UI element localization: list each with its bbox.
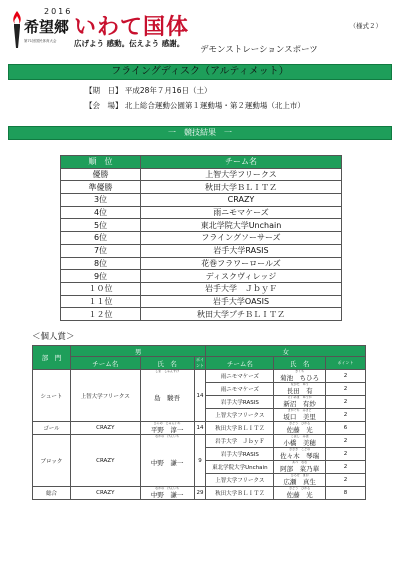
player-name: 長田 有	[286, 387, 313, 395]
venue-label: 【会 場】	[85, 101, 123, 110]
female-points-cell: 2	[326, 396, 366, 409]
section-title: 一 競技結果 一	[8, 126, 392, 140]
date-value: 平成28年７月16日（土）	[124, 86, 212, 95]
female-header: 女	[206, 346, 366, 357]
player-name: 佐々木 琴瑞	[280, 452, 320, 460]
category-goal: ゴール	[33, 422, 71, 435]
female-name-cell	[274, 422, 326, 435]
rank-header: 順 位	[61, 156, 141, 169]
table-row	[61, 206, 342, 219]
male-points-cell: 14	[194, 422, 206, 435]
results-header-row	[61, 156, 342, 169]
female-team-cell: 雨ニモマケーズ	[206, 370, 274, 383]
male-team-cell: CRAZY	[70, 435, 140, 487]
female-team-cell: 東北学院大学Unchain	[206, 461, 274, 474]
rank-cell: １０位	[61, 282, 141, 295]
table-row	[61, 270, 342, 283]
player-name: 広瀬 真生	[283, 478, 316, 486]
female-name-cell	[274, 474, 326, 487]
demo-sports-label: デモンストレーションスポーツ	[200, 45, 318, 55]
rank-cell: 9位	[61, 270, 141, 283]
rank-cell: １１位	[61, 295, 141, 308]
female-team-header: チーム名	[206, 357, 274, 370]
female-points-cell: 2	[326, 448, 366, 461]
table-row	[61, 295, 342, 308]
team-cell: 東北学院大学Unchain	[141, 219, 342, 232]
rank-cell: 7位	[61, 244, 141, 257]
name-ruby: しま しゅんすけ	[155, 369, 180, 373]
logo-subtitle: 第71回国民体育大会	[24, 39, 57, 43]
rank-cell: １２位	[61, 308, 141, 321]
female-name-cell	[274, 383, 326, 396]
name-ruby: にいぬま ゆうか	[287, 395, 312, 399]
table-row	[61, 232, 342, 245]
name-ruby: こばし みほ	[290, 434, 309, 438]
female-points-header: ポイント	[326, 357, 366, 370]
player-name: 中野 謙一	[150, 491, 184, 499]
female-points-cell: 6	[326, 422, 366, 435]
logo-kibou: 希望郷	[24, 18, 70, 36]
team-cell: 秋田大学プチＢＬＩＴＺ	[141, 308, 342, 321]
player-name: 阿部 菜乃華	[280, 465, 320, 473]
male-points-cell: 29	[194, 487, 206, 500]
rank-cell: 4位	[61, 206, 141, 219]
torch-icon	[10, 10, 24, 50]
male-points-header: ポイント	[195, 357, 204, 368]
table-row	[61, 194, 342, 207]
female-team-cell: 秋田大学ＢＬＩＴＺ	[206, 422, 274, 435]
player-name: 新沼 有紗	[283, 400, 316, 408]
name-ruby: ひらの じゅんいち	[153, 421, 181, 425]
table-row	[61, 219, 342, 232]
female-name-cell	[274, 409, 326, 422]
rank-cell: 3位	[61, 194, 141, 207]
player-name: 島 駿吾	[154, 393, 181, 402]
female-name-cell	[274, 448, 326, 461]
rank-cell: 5位	[61, 219, 141, 232]
name-ruby: さとう ひかる	[289, 486, 311, 490]
name-ruby: さとう ひかる	[289, 421, 311, 425]
male-points-cell: 14	[194, 370, 206, 422]
table-row	[61, 282, 342, 295]
table-row	[61, 168, 342, 181]
team-cell: ディスクヴィレッジ	[141, 270, 342, 283]
male-name-cell	[140, 435, 194, 487]
gender-header-row	[33, 346, 366, 357]
event-venue	[85, 100, 305, 111]
male-points-cell: 9	[194, 435, 206, 487]
name-ruby: なかの けんいち	[155, 486, 180, 490]
table-row	[61, 244, 342, 257]
female-points-cell: 2	[326, 474, 366, 487]
player-name: 坂口 美里	[283, 413, 316, 421]
female-points-cell: 2	[326, 409, 366, 422]
male-name-cell	[140, 370, 194, 422]
player-name: 佐藤 光	[286, 491, 313, 499]
player-name: 佐藤 光	[286, 426, 313, 434]
male-name-cell	[140, 422, 194, 435]
female-team-cell: 上智大学フリークス	[206, 474, 274, 487]
table-row	[33, 370, 366, 383]
name-ruby: ささき ことの	[289, 447, 311, 451]
table-row	[61, 308, 342, 321]
male-name-header: 氏 名	[140, 357, 194, 370]
player-name: 平野 淳一	[150, 426, 184, 434]
table-row	[61, 257, 342, 270]
female-points-cell: 2	[326, 461, 366, 474]
team-cell: 岩手大学RASIS	[141, 244, 342, 257]
female-points-cell: 2	[326, 435, 366, 448]
male-team-cell: CRAZY	[70, 487, 140, 500]
event-title: フライングディスク（アルティメット）	[8, 64, 392, 80]
logo-year: 2016	[44, 7, 73, 16]
venue-value: 北上総合運動公園第１運動場・第２運動場（北上市）	[124, 101, 305, 110]
male-team-cell: CRAZY	[70, 422, 140, 435]
female-points-cell: 8	[326, 487, 366, 500]
category-overall: 総合	[33, 487, 71, 500]
team-cell: 雨ニモマケーズ	[141, 206, 342, 219]
form-number: （様式２）	[349, 22, 382, 30]
column-header-row	[33, 357, 366, 370]
team-cell: フライングソーサーズ	[141, 232, 342, 245]
male-header: 男	[70, 346, 206, 357]
team-cell: 岩手大学OASIS	[141, 295, 342, 308]
category-block: ブロック	[33, 435, 71, 487]
team-cell: 秋田大学ＢＬＩＴＺ	[141, 181, 342, 194]
female-team-cell: 岩手大学RASIS	[206, 396, 274, 409]
individual-awards-table	[32, 345, 366, 500]
female-team-cell: 上智大学フリークス	[206, 409, 274, 422]
rank-cell: 8位	[61, 257, 141, 270]
name-ruby: ひろせ まお	[290, 473, 309, 477]
name-ruby: さかぐち みさと	[287, 408, 312, 412]
team-cell: 花巻フラワーロールズ	[141, 257, 342, 270]
male-name-cell	[140, 487, 194, 500]
name-ruby: あべ なな	[292, 460, 308, 464]
player-name: 中野 謙一	[150, 458, 184, 467]
female-name-cell	[274, 396, 326, 409]
rank-cell: 6位	[61, 232, 141, 245]
table-row	[33, 422, 366, 435]
date-label: 【期 日】	[85, 86, 123, 95]
female-name-cell	[274, 435, 326, 448]
player-name: 菊池 ちひろ	[280, 374, 320, 382]
category-shoot: シュート	[33, 370, 71, 422]
kokutai-logo	[10, 6, 200, 58]
table-row	[33, 487, 366, 500]
name-ruby: きくち	[295, 369, 305, 373]
event-date	[85, 85, 211, 96]
female-points-cell: 2	[326, 370, 366, 383]
team-cell: 上智大学フリークス	[141, 168, 342, 181]
player-name: 小橋 美穂	[283, 439, 316, 447]
name-ruby: なかの けんいち	[155, 434, 180, 438]
rank-cell: 準優勝	[61, 181, 141, 194]
results-table	[60, 155, 342, 321]
male-team-header: チーム名	[70, 357, 140, 370]
female-name-cell	[274, 461, 326, 474]
rank-cell: 優勝	[61, 168, 141, 181]
individual-awards-title: ＜個人賞＞	[32, 332, 75, 342]
logo-iwate-kokutai: いわて国体	[74, 15, 190, 40]
table-row	[61, 181, 342, 194]
female-team-cell: 秋田大学ＢＬＩＴＺ	[206, 487, 274, 500]
female-name-cell	[274, 370, 326, 383]
female-team-cell: 岩手大学RASIS	[206, 448, 274, 461]
team-cell: CRAZY	[141, 194, 342, 207]
category-header: 部 門	[33, 346, 71, 370]
logo-tagline: 広げよう 感動。伝えよう 感謝。	[74, 39, 185, 48]
female-team-cell: 雨ニモマケーズ	[206, 383, 274, 396]
team-cell: 岩手大学 ＪｂｙＦ	[141, 282, 342, 295]
team-header: チーム名	[141, 156, 342, 169]
female-name-cell	[274, 487, 326, 500]
female-name-header: 氏 名	[274, 357, 326, 370]
female-team-cell: 岩手大学 ＪｂｙＦ	[206, 435, 274, 448]
name-ruby: ながた ゆう	[290, 382, 309, 386]
male-team-cell: 上智大学フリークス	[70, 370, 140, 422]
table-row	[33, 435, 366, 448]
female-points-cell: 2	[326, 383, 366, 396]
